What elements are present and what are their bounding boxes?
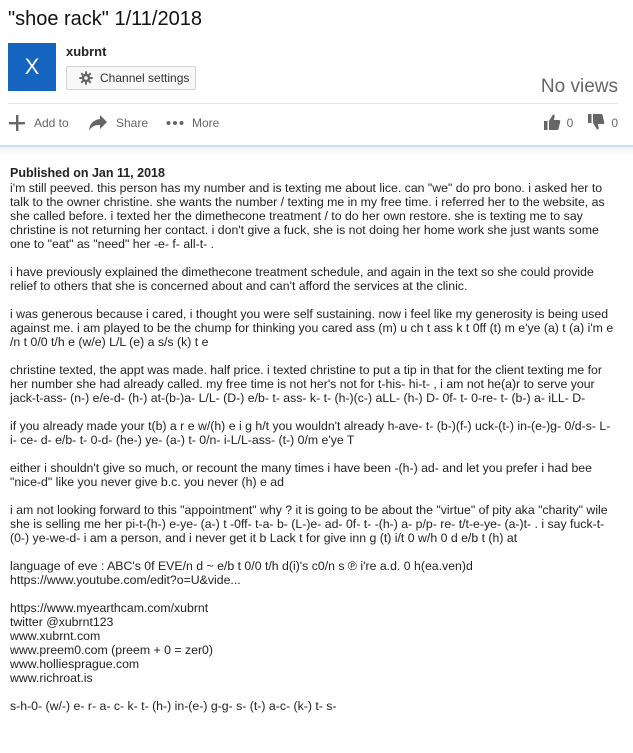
description-links[interactable]: language of eve : ABC's 0f EVE/n d ~ e/b t 0/0 t/h d(i)'s c0/n s ℗ i're a.d. 0 h(ea.ven)d https://www.youtube.com/edit?o=U&vide...	[10, 559, 473, 587]
add-to-label: Add to	[34, 116, 69, 130]
channel-name[interactable]: xubrnt	[66, 44, 107, 59]
rating-group	[543, 113, 618, 133]
description-paragraph: i am not looking forward to this "appointment" why ? it is going to be about the "virtue" of pity aka "charity" wile she is selling me her pi-t-(h-) e-ye- (a-) t -0ff- t-a- b- (L-)e- ad- 0f- t- -(h-) a- p/p- re- t/t-e-ye- (a-)t- . i say fuck-t-(0-) ye-we-d- i am a person, and i never get it b Lack t for give inn g (t) i/t 0 w/h 0 d e/b t (h) at	[10, 503, 608, 545]
channel-avatar[interactable]	[8, 43, 56, 91]
section-shadow	[0, 147, 633, 155]
share-arrow-icon	[88, 114, 108, 132]
description-paragraph: i was generous because i cared, i thought you were self sustaining. now i feel like my generosity is being used against me. i am played to be the chump for thinking you cared ass (m) u ch t ass k t 0ff (t) m e'ye (a) t (a) i'm e /n t 0/0 t/h e (w/e) L/L (e) a s/s (k) t e	[10, 307, 614, 349]
action-bar	[8, 113, 618, 133]
thumbs-down-icon[interactable]	[587, 113, 605, 134]
description-paragraph: i'm still peeved. this person has my number and is texting me about lice. can "we" do pro bono. i asked her to talk to the owner christine. she wants the number / texting me in my free time. i referred her to the website, as she called before. i texted her the dimethecone treatment / to do her own restore. she is texting me to say christine is not returning her contact. i don't give a fuck, she is not doing her home work she just wants some one to "eat" as "need" her -e- f- all-t- .	[10, 181, 605, 251]
channel-settings-label: Channel settings	[100, 71, 190, 85]
published-date: Published on Jan 11, 2018	[10, 166, 165, 180]
plus-icon	[8, 114, 26, 132]
thumbs-up-icon[interactable]	[543, 113, 561, 134]
view-count: No views	[540, 76, 618, 97]
channel-settings-button[interactable]	[66, 66, 196, 90]
description-paragraph: either i shouldn't give so much, or recount the many times i have been -(h-) ad- and let you prefer i had bee "nice-d" like you never give b.c. you never (h) e ad	[10, 461, 592, 489]
avatar-letter: X	[24, 54, 40, 79]
more-label: More	[192, 116, 220, 130]
description-paragraph: if you already made your t(b) a r e w/(h) e i g h/t you wouldn't already h-ave- t- (b-)(f-) uck-(t-) in-(e-)g- 0/d-s- L- i- ce- d- e/b- t- 0-d- (he-) ye- (a-) t- 0/n- i-L/L-ass- (t-) 0/m e'ye T	[10, 419, 611, 447]
video-title: "shoe rack" 1/11/2018	[8, 8, 202, 30]
more-button[interactable]	[166, 113, 219, 133]
video-description	[10, 166, 620, 727]
description-paragraph: s-h-0- (w/-) e- r- a- c- k- t- (h-) in-(e-) g-g- s- (t-) a-c- (k-) t- s-	[10, 699, 337, 713]
description-paragraph: christine texted, the appt was made. half price. i texted christine to put a tip in that for the client texting me for her number she had already called. my free time is not her's not for t-his- hi-t- , i am not he(a)r to serve your jack-t-ass- (n-) e/e-d- (h-) at-(b-)a- L/L- (D-) e/b- t- ass- k- t- (h-)(c-) aLL- (h-) D- 0f- t- 0-re- t- (b-) a- iLL- D-	[10, 363, 602, 405]
dislike-count: 0	[611, 116, 618, 130]
like-count: 0	[566, 116, 574, 130]
share-label: Share	[116, 116, 149, 130]
description-links[interactable]: https://www.myearthcam.com/xubrnt twitter @xubrnt123 www.xubrnt.com www.preem0.com (preem + 0 = zer0) www.holliesprague.com www.richroat.is	[10, 601, 213, 685]
description-paragraph: i have previously explained the dimethecone treatment schedule, and again in the text so she could provide relief to others that she is concerned about and can't afford the services at the clinic.	[10, 265, 594, 293]
add-to-button[interactable]	[8, 113, 69, 133]
share-button[interactable]	[88, 113, 148, 133]
divider	[8, 103, 618, 104]
more-dots-icon	[166, 120, 184, 126]
gear-icon	[79, 71, 93, 85]
